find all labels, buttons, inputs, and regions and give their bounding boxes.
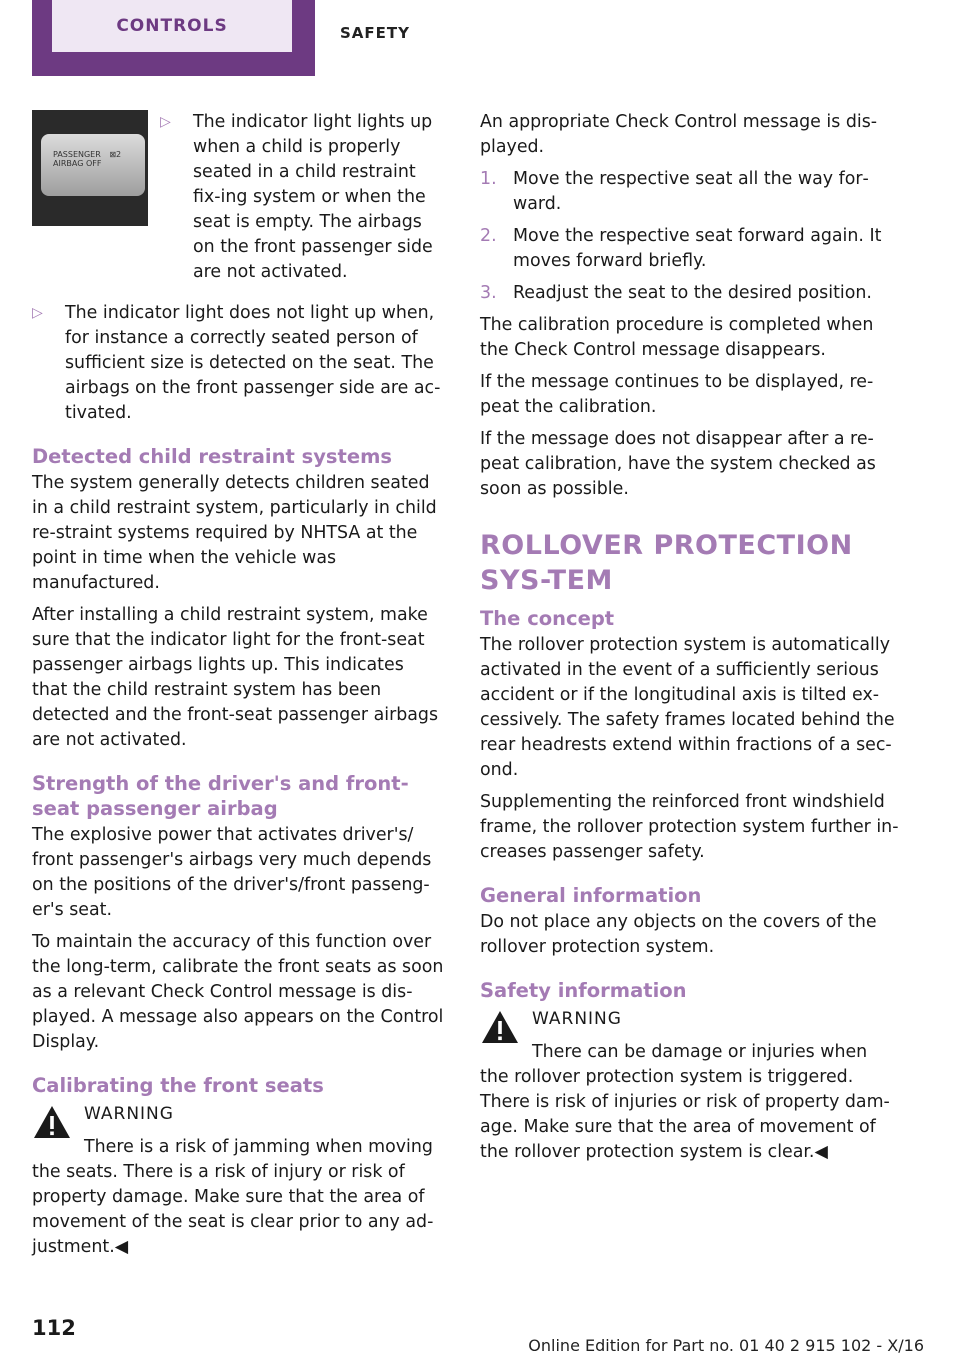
heading-general-information: General information: [480, 884, 702, 907]
heading-airbag-strength: Strength of the driver's and front-seat passenger airbag: [32, 772, 409, 820]
heading-rollover-protection: ROLLOVER PROTECTION SYS‐TEM: [480, 530, 853, 596]
triangle-bullet-icon: ▷: [160, 114, 171, 130]
figure-row: [32, 110, 444, 292]
figure-label-line2: AIRBAG OFF: [53, 159, 102, 168]
warning-triangle-icon: [32, 1104, 72, 1140]
step-number: 2.: [480, 226, 497, 246]
step-number: 3.: [480, 283, 497, 303]
paragraph: The system generally detects children seated in a child restraint system, particularly in child re‐straint systems required by NHTSA at the point in time when the vehicle was manufactured.: [32, 473, 437, 593]
paragraph: If the message continues to be displayed, re‐peat the calibration.: [480, 372, 874, 417]
list-item: [480, 224, 900, 274]
tab-safety[interactable]: SAFETY: [340, 24, 410, 42]
triangle-bullet-icon: ▷: [32, 305, 43, 321]
step-text: Move the respective seat forward again. It moves forward briefly.: [513, 226, 882, 271]
step-number: 1.: [480, 169, 497, 189]
warning-text: the rollover protection system is triggered. There is risk of injuries or risk of property dam‐age. Make sure that the area of movement of the rollover protection system is clear.◀: [480, 1067, 890, 1162]
paragraph: After installing a child restraint system, make sure that the indicator light for the front-seat passenger airbags lights up. This indicates that the child restraint system has been detected and the front-seat passenger airbags are not activated.: [32, 605, 439, 750]
figure-label-symbol: ⊠2: [109, 150, 122, 159]
paragraph: To maintain the accuracy of this function over the long-term, calibrate the front seats as soon as a relevant Check Control message is dis‐played. A message also appears on the Control Display.: [32, 932, 444, 1052]
warning-block: [480, 1007, 900, 1065]
tab-controls[interactable]: CONTROLS: [52, 0, 292, 52]
edition-footer: Online Edition for Part no. 01 40 2 915 102 - X/16: [528, 1336, 924, 1355]
paragraph: Do not place any objects on the covers of the rollover protection system.: [480, 912, 877, 957]
warning-text-first: There is a risk of jamming when moving: [84, 1137, 433, 1157]
paragraph: The calibration procedure is completed when the Check Control message disappears.: [480, 315, 874, 360]
left-column: [32, 110, 444, 1267]
paragraph: If the message does not disappear after a re‐peat calibration, have the system checked as soon as possible.: [480, 429, 876, 499]
list-item: [32, 301, 444, 426]
warning-text-first: There can be damage or injuries when: [532, 1042, 868, 1062]
passenger-airbag-off-button-image: [41, 134, 145, 196]
paragraph: Supplementing the reinforced front windshield frame, the rollover protection system further in‐creases passenger safety.: [480, 792, 899, 862]
list-item: [160, 110, 444, 285]
paragraph: An appropriate Check Control message is dis‐played.: [480, 112, 878, 157]
step-text: Readjust the seat to the desired position.: [513, 283, 872, 303]
paragraph: The rollover protection system is automatically activated in the event of a sufficiently serious accident or if the longitudinal axis is tilted ex‐cessively. The safety frames located behind the rear headrests extend within fractions of a sec‐ond.: [480, 635, 895, 780]
step-text: Move the respective seat all the way for‐ward.: [513, 169, 869, 214]
heading-safety-information: Safety information: [480, 979, 687, 1002]
list-item: [480, 281, 900, 306]
heading-the-concept: The concept: [480, 607, 615, 630]
bullet-text: The indicator light does not light up when, for instance a correctly seated person of sufficient size is detected on the seat. The airbags on the front passenger side are ac‐tivated.: [65, 303, 441, 423]
list-item: [480, 167, 900, 217]
figure-label-line1: PASSENGER: [53, 150, 101, 159]
right-column: [480, 110, 900, 1172]
warning-triangle-icon: [480, 1009, 520, 1045]
paragraph: The explosive power that activates driver's/ front passenger's airbags very much depends on the positions of the driver's/front passeng‐er's seat.: [32, 825, 432, 920]
airbag-indicator-photo: [32, 110, 148, 226]
warning-block: [32, 1102, 444, 1160]
warning-text: the seats. There is a risk of injury or risk of property damage. Make sure that the area of movement of the seat is clear prior to any ad‐justment.◀: [32, 1162, 434, 1257]
page-number: 112: [32, 1316, 76, 1340]
bullet-text: The indicator light lights up when a child is properly seated in a child restraint fix‐ing system or when the seat is empty. The airbags on the front passenger side are not activated.: [193, 112, 433, 282]
heading-calibrating-front-seats: Calibrating the front seats: [32, 1074, 324, 1097]
heading-detected-child-restraint: Detected child restraint systems: [32, 445, 392, 468]
warning-label: WARNING: [84, 1104, 174, 1124]
warning-label: WARNING: [532, 1009, 622, 1029]
